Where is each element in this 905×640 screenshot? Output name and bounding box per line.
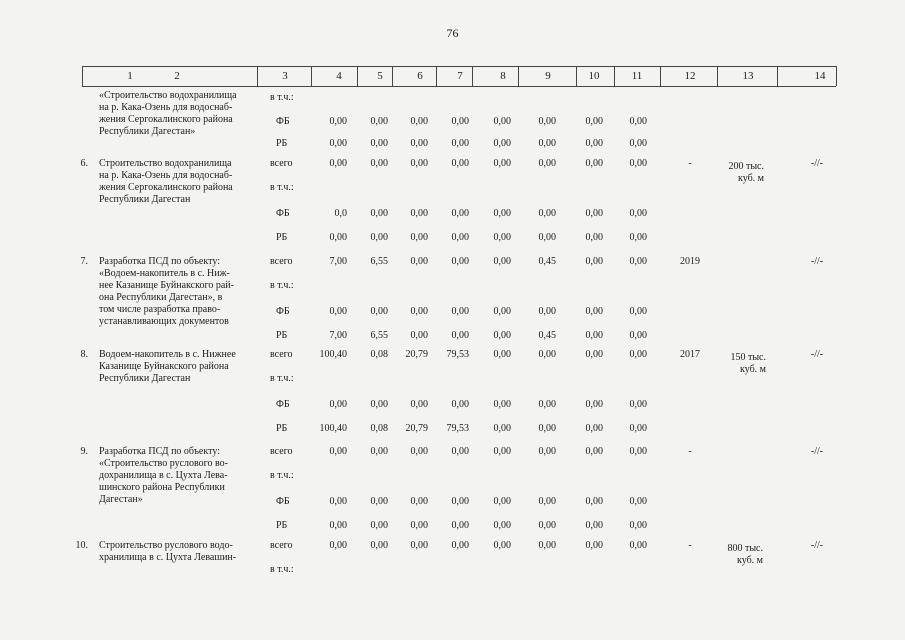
page-number: 76 <box>446 26 459 40</box>
value-cell: 0,00 <box>538 232 556 243</box>
funding-label: в т.ч.: <box>270 373 294 384</box>
value-cell: 0,00 <box>493 232 511 243</box>
value-cell: 0,00 <box>329 496 347 507</box>
value-cell: 0,00 <box>585 399 603 410</box>
value-cell: 6,55 <box>370 256 388 267</box>
value-cell: 0,00 <box>451 256 469 267</box>
value-cell: 0,00 <box>410 306 428 317</box>
value-cell: 20,79 <box>405 423 428 434</box>
column-divider <box>777 66 778 86</box>
column-divider <box>357 66 358 86</box>
funding-label: всего <box>270 349 293 360</box>
column-header-2: 2 <box>174 70 180 82</box>
value-cell: 0,00 <box>329 446 347 457</box>
header-rule <box>82 66 836 67</box>
value-cell: 0,00 <box>410 138 428 149</box>
value-cell: 0,00 <box>493 208 511 219</box>
value-cell: 7,00 <box>329 330 347 341</box>
value-cell: 0,00 <box>585 158 603 169</box>
value-cell: 0,00 <box>451 158 469 169</box>
year-cell: 2019 <box>680 256 700 267</box>
value-cell: 0,00 <box>493 306 511 317</box>
value-cell: 0,00 <box>629 158 647 169</box>
column-header-6: 6 <box>417 70 423 82</box>
row-description: Разработка ПСД по объекту: «Строительство руслового во- дохранилища в с. Цухта Лева- шинского района Республики Дагестан» <box>99 446 228 505</box>
value-cell: 0,00 <box>585 540 603 551</box>
funding-label: ФБ <box>276 306 290 317</box>
value-cell: 0,00 <box>329 306 347 317</box>
value-cell: 0,45 <box>538 330 556 341</box>
value-cell: 0,00 <box>585 256 603 267</box>
column-divider <box>311 66 312 86</box>
value-cell: 0,00 <box>370 158 388 169</box>
value-cell: 0,45 <box>538 256 556 267</box>
row-description: Водоем-накопитель в с. Нижнее Казанище Буйнакского района Республики Дагестан <box>99 349 236 384</box>
row-number: 8. <box>80 349 88 360</box>
value-cell: 79,53 <box>446 423 469 434</box>
column-header-3: 3 <box>282 70 288 82</box>
note-cell: -//- <box>810 158 824 169</box>
column-divider <box>82 66 83 86</box>
value-cell: 0,00 <box>629 116 647 127</box>
column-divider <box>436 66 437 86</box>
value-cell: 0,00 <box>493 540 511 551</box>
value-cell: 0,00 <box>329 138 347 149</box>
value-cell: 0,00 <box>370 520 388 531</box>
value-cell: 0,00 <box>493 446 511 457</box>
value-cell: 0,00 <box>538 349 556 360</box>
value-cell: 0,00 <box>629 540 647 551</box>
header-rule <box>82 86 836 87</box>
value-cell: 0,00 <box>410 158 428 169</box>
value-cell: 0,00 <box>329 399 347 410</box>
value-cell: 0,00 <box>329 520 347 531</box>
value-cell: 0,00 <box>585 116 603 127</box>
value-cell: 0,00 <box>538 208 556 219</box>
value-cell: 0,00 <box>585 349 603 360</box>
row-number: 9. <box>80 446 88 457</box>
row-number: 6. <box>80 158 88 169</box>
value-cell: 0,00 <box>585 330 603 341</box>
row-description: Строительство водохранилища на р. Кака-Озень для водоснаб- жения Сергокалинского района Республики Дагестан <box>99 158 233 205</box>
column-divider <box>257 66 258 86</box>
value-cell: 0,00 <box>410 232 428 243</box>
funding-label: ФБ <box>276 208 290 219</box>
column-header-11: 11 <box>631 70 643 82</box>
value-cell: 0,00 <box>585 520 603 531</box>
value-cell: 0,00 <box>451 399 469 410</box>
column-header-9: 9 <box>545 70 551 82</box>
value-cell: 0,00 <box>370 540 388 551</box>
funding-label: в т.ч.: <box>270 92 294 103</box>
value-cell: 0,00 <box>493 349 511 360</box>
column-header-8: 8 <box>500 70 506 82</box>
value-cell: 0,00 <box>629 330 647 341</box>
funding-label: ФБ <box>276 399 290 410</box>
value-cell: 20,79 <box>405 349 428 360</box>
value-cell: 0,00 <box>329 232 347 243</box>
value-cell: 0,00 <box>451 496 469 507</box>
value-cell: 0,00 <box>410 520 428 531</box>
year-cell: - <box>688 540 692 551</box>
funding-label: всего <box>270 158 293 169</box>
value-cell: 0,00 <box>370 306 388 317</box>
value-cell: 0,00 <box>410 116 428 127</box>
column-divider <box>518 66 519 86</box>
value-cell: 0,00 <box>585 446 603 457</box>
value-cell: 0,00 <box>538 399 556 410</box>
funding-label: РБ <box>276 330 288 341</box>
funding-label: всего <box>270 446 293 457</box>
value-cell: 0,00 <box>538 116 556 127</box>
note-cell: -//- <box>810 349 824 360</box>
value-cell: 0,00 <box>370 208 388 219</box>
value-cell: 0,00 <box>493 330 511 341</box>
year-cell: 2017 <box>680 349 700 360</box>
value-cell: 0,00 <box>493 399 511 410</box>
value-cell: 0,00 <box>493 158 511 169</box>
value-cell: 0,00 <box>410 399 428 410</box>
column-divider <box>836 66 837 86</box>
value-cell: 0,00 <box>410 540 428 551</box>
year-cell: - <box>688 158 692 169</box>
value-cell: 0,00 <box>451 520 469 531</box>
funding-label: в т.ч.: <box>270 182 294 193</box>
value-cell: 0,00 <box>538 446 556 457</box>
value-cell: 0,00 <box>451 116 469 127</box>
value-cell: 0,00 <box>329 540 347 551</box>
value-cell: 0,00 <box>410 208 428 219</box>
value-cell: 0,00 <box>493 423 511 434</box>
capacity-cell: 800 тыс. куб. м <box>727 543 763 566</box>
value-cell: 0,00 <box>585 306 603 317</box>
value-cell: 0,00 <box>538 138 556 149</box>
value-cell: 0,00 <box>538 496 556 507</box>
column-header-5: 5 <box>377 70 383 82</box>
value-cell: 0,00 <box>585 496 603 507</box>
value-cell: 7,00 <box>329 256 347 267</box>
value-cell: 0,00 <box>410 330 428 341</box>
value-cell: 0,00 <box>451 540 469 551</box>
value-cell: 100,40 <box>319 349 347 360</box>
row-description: Разработка ПСД по объекту: «Водоем-накопитель в с. Ниж- нее Казанище Буйнакского рай- она Республики Дагестан», в том числе разработка право- устанавливающих документов <box>99 256 234 327</box>
value-cell: 0,08 <box>370 349 388 360</box>
note-cell: -//- <box>810 540 824 551</box>
funding-label: в т.ч.: <box>270 470 294 481</box>
value-cell: 0,00 <box>410 256 428 267</box>
value-cell: 0,00 <box>493 496 511 507</box>
value-cell: 0,00 <box>451 330 469 341</box>
value-cell: 0,00 <box>538 158 556 169</box>
value-cell: 0,00 <box>538 423 556 434</box>
value-cell: 0,00 <box>629 423 647 434</box>
value-cell: 0,00 <box>329 158 347 169</box>
row-number: 7. <box>80 256 88 267</box>
value-cell: 0,00 <box>451 446 469 457</box>
funding-label: РБ <box>276 423 288 434</box>
value-cell: 0,00 <box>410 496 428 507</box>
column-header-7: 7 <box>457 70 463 82</box>
column-divider <box>660 66 661 86</box>
value-cell: 0,0 <box>334 208 347 219</box>
note-cell: -//- <box>810 446 824 457</box>
value-cell: 0,00 <box>370 138 388 149</box>
value-cell: 0,00 <box>493 520 511 531</box>
value-cell: 0,00 <box>451 232 469 243</box>
column-divider <box>614 66 615 86</box>
funding-label: всего <box>270 540 293 551</box>
value-cell: 0,00 <box>493 116 511 127</box>
value-cell: 0,00 <box>370 399 388 410</box>
column-header-1: 1 <box>127 70 133 82</box>
funding-label: всего <box>270 256 293 267</box>
value-cell: 0,00 <box>629 349 647 360</box>
value-cell: 0,00 <box>538 306 556 317</box>
column-header-13: 13 <box>742 70 754 82</box>
row-description: «Строительство водохранилища на р. Кака-Озень для водоснаб- жения Сергокалинского района Республики Дагестан» <box>99 90 237 137</box>
value-cell: 0,00 <box>451 306 469 317</box>
value-cell: 0,00 <box>493 138 511 149</box>
value-cell: 6,55 <box>370 330 388 341</box>
value-cell: 0,00 <box>629 232 647 243</box>
value-cell: 0,00 <box>538 540 556 551</box>
funding-label: РБ <box>276 138 288 149</box>
value-cell: 0,00 <box>629 520 647 531</box>
column-header-14: 14 <box>814 70 826 82</box>
value-cell: 0,00 <box>329 116 347 127</box>
value-cell: 79,53 <box>446 349 469 360</box>
row-number: 10. <box>75 540 88 551</box>
year-cell: - <box>688 446 692 457</box>
row-description: Строительство руслового водо- хранилища в с. Цухта Левашин- <box>99 540 237 563</box>
value-cell: 0,00 <box>370 446 388 457</box>
funding-label: ФБ <box>276 496 290 507</box>
column-divider <box>576 66 577 86</box>
value-cell: 0,00 <box>629 399 647 410</box>
funding-label: РБ <box>276 232 288 243</box>
capacity-cell: 200 тыс. куб. м <box>728 161 764 184</box>
funding-label: в т.ч.: <box>270 280 294 291</box>
value-cell: 0,00 <box>585 208 603 219</box>
capacity-cell: 150 тыс. куб. м <box>730 352 766 375</box>
value-cell: 0,00 <box>629 446 647 457</box>
value-cell: 0,00 <box>629 306 647 317</box>
value-cell: 0,00 <box>493 256 511 267</box>
value-cell: 0,00 <box>370 232 388 243</box>
funding-label: РБ <box>276 520 288 531</box>
value-cell: 0,00 <box>538 520 556 531</box>
funding-label: в т.ч.: <box>270 564 294 575</box>
column-header-10: 10 <box>588 70 600 82</box>
funding-label: ФБ <box>276 116 290 127</box>
value-cell: 0,00 <box>370 496 388 507</box>
value-cell: 0,00 <box>451 138 469 149</box>
column-header-12: 12 <box>684 70 696 82</box>
value-cell: 0,00 <box>585 232 603 243</box>
value-cell: 0,00 <box>410 446 428 457</box>
value-cell: 100,40 <box>319 423 347 434</box>
value-cell: 0,00 <box>585 423 603 434</box>
value-cell: 0,00 <box>451 208 469 219</box>
column-divider <box>717 66 718 86</box>
value-cell: 0,08 <box>370 423 388 434</box>
value-cell: 0,00 <box>629 496 647 507</box>
column-header-4: 4 <box>336 70 342 82</box>
value-cell: 0,00 <box>629 208 647 219</box>
value-cell: 0,00 <box>585 138 603 149</box>
value-cell: 0,00 <box>629 138 647 149</box>
note-cell: -//- <box>810 256 824 267</box>
value-cell: 0,00 <box>370 116 388 127</box>
value-cell: 0,00 <box>629 256 647 267</box>
